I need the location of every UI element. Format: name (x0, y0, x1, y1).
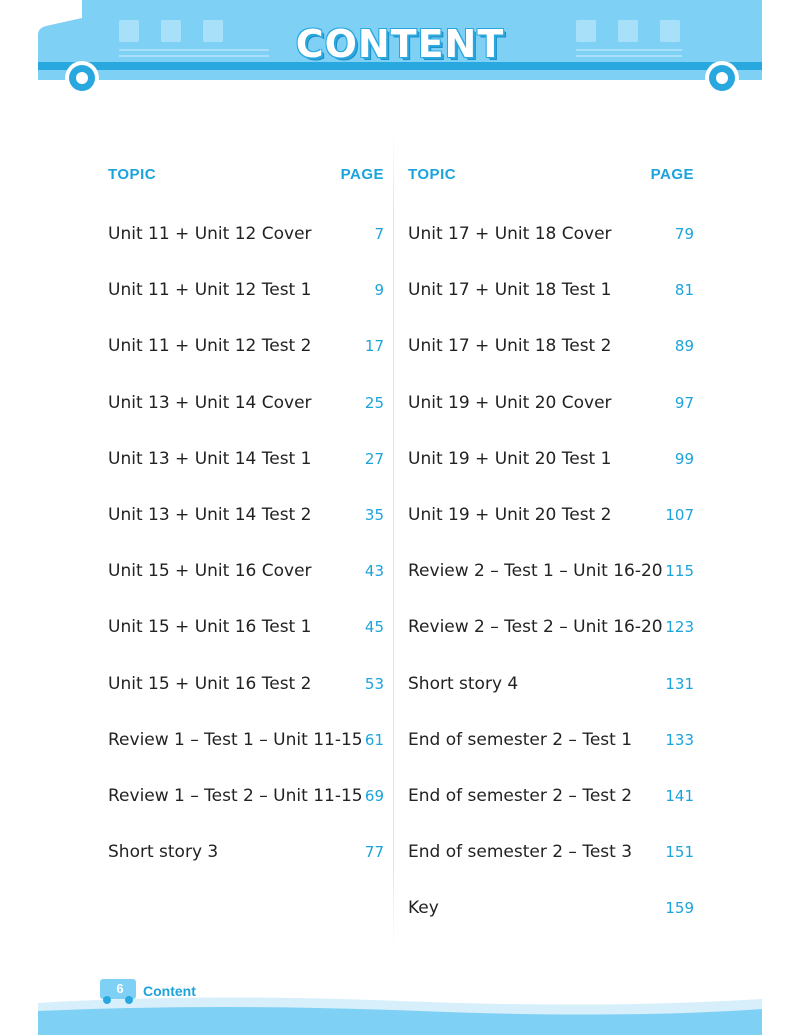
toc-entry (108, 712, 384, 768)
toc-entry (408, 599, 694, 655)
footer-label: Content (143, 983, 196, 999)
toc-page-number: 79 (674, 225, 694, 244)
toc-topic: Unit 11 + Unit 12 Test 1 (108, 280, 312, 301)
toc-page-number: 133 (665, 730, 694, 749)
toc-page-number: 17 (364, 337, 384, 356)
toc-entry (108, 543, 384, 599)
toc-page-number: 131 (665, 674, 694, 693)
toc-topic: Short story 4 (408, 673, 519, 694)
toc-entry (408, 543, 694, 599)
toc-entry (408, 487, 694, 543)
toc-topic: Unit 15 + Unit 16 Test 1 (108, 617, 312, 638)
toc-page-number: 45 (364, 618, 384, 637)
toc-topic: Unit 13 + Unit 14 Cover (108, 392, 312, 413)
left-wheel-icon (65, 61, 99, 95)
toc-entry (408, 824, 694, 880)
toc-entry (108, 599, 384, 655)
right-wheel-icon (705, 61, 739, 95)
toc-page-number: 159 (665, 899, 694, 918)
toc-page-number: 61 (364, 730, 384, 749)
toc-entry (108, 768, 384, 824)
toc-topic: Unit 13 + Unit 14 Test 1 (108, 448, 312, 469)
column-header (408, 160, 694, 188)
toc-page-number: 81 (674, 281, 694, 300)
toc-page-number: 7 (374, 225, 384, 244)
toc-entry (408, 375, 694, 431)
toc-page-number: 69 (364, 786, 384, 805)
toc-topic: Unit 19 + Unit 20 Test 2 (408, 505, 612, 526)
toc-topic: End of semester 2 – Test 3 (408, 842, 633, 863)
toc-topic: End of semester 2 – Test 1 (408, 729, 633, 750)
toc-page-number: 77 (364, 843, 384, 862)
page-header: PAGE (340, 165, 384, 183)
toc-page-number: 107 (665, 506, 694, 525)
toc-page-number: 97 (674, 393, 694, 412)
toc-entry (408, 431, 694, 487)
toc-page-number: 43 (364, 562, 384, 581)
toc-topic: Review 1 – Test 1 – Unit 11-15 (108, 729, 363, 750)
toc-topic: Unit 19 + Unit 20 Test 1 (408, 448, 612, 469)
topic-header: TOPIC (408, 165, 457, 183)
page-header: PAGE (650, 165, 694, 183)
toc-topic: Review 1 – Test 2 – Unit 11-15 (108, 785, 363, 806)
toc-topic: Unit 17 + Unit 18 Test 1 (408, 280, 612, 301)
toc-page-number: 115 (665, 562, 694, 581)
toc-page-number: 9 (374, 281, 384, 300)
toc-page-number: 27 (364, 449, 384, 468)
toc-page-number: 99 (674, 449, 694, 468)
column-header (108, 160, 384, 188)
toc-column-left (108, 160, 384, 880)
toc-entry (108, 824, 384, 880)
toc-page-number: 141 (665, 786, 694, 805)
toc-entry (408, 262, 694, 318)
toc-entry (408, 768, 694, 824)
toc-page-number: 25 (364, 393, 384, 412)
toc-page-number: 53 (364, 674, 384, 693)
toc-topic: Unit 11 + Unit 12 Cover (108, 224, 312, 245)
topic-header: TOPIC (108, 165, 157, 183)
toc-entry (108, 206, 384, 262)
toc-entry (108, 656, 384, 712)
toc-topic: Review 2 – Test 1 – Unit 16-20 (408, 561, 663, 582)
toc-entry (408, 880, 694, 936)
page-title: CONTENT (295, 22, 505, 66)
toc-entry (108, 431, 384, 487)
toc-topic: Unit 13 + Unit 14 Test 2 (108, 505, 312, 526)
toc-entry (408, 656, 694, 712)
toc-page-number: 89 (674, 337, 694, 356)
toc-topic: Unit 11 + Unit 12 Test 2 (108, 336, 312, 357)
toc-list-right (408, 206, 694, 936)
toc-entry (108, 375, 384, 431)
column-divider (393, 130, 394, 950)
page-number: 6 (116, 981, 124, 996)
toc-topic: Short story 3 (108, 842, 219, 863)
toc-entry (408, 712, 694, 768)
toc-entry (108, 262, 384, 318)
toc-list-left (108, 206, 384, 880)
toc-entry (108, 318, 384, 374)
toc-entry (408, 206, 694, 262)
toc-page-number: 151 (665, 843, 694, 862)
toc-page-number: 35 (364, 506, 384, 525)
toc-topic: Key (408, 898, 439, 919)
toc-topic: Unit 15 + Unit 16 Cover (108, 561, 312, 582)
toc-topic: End of semester 2 – Test 2 (408, 785, 633, 806)
toc-entry (108, 487, 384, 543)
toc-topic: Unit 15 + Unit 16 Test 2 (108, 673, 312, 694)
toc-topic: Unit 17 + Unit 18 Cover (408, 224, 612, 245)
toc-page-number: 123 (665, 618, 694, 637)
toc-entry (408, 318, 694, 374)
toc-column-right (408, 160, 694, 936)
toc-topic: Unit 17 + Unit 18 Test 2 (408, 336, 612, 357)
toc-topic: Review 2 – Test 2 – Unit 16-20 (408, 617, 663, 638)
toc-topic: Unit 19 + Unit 20 Cover (408, 392, 612, 413)
